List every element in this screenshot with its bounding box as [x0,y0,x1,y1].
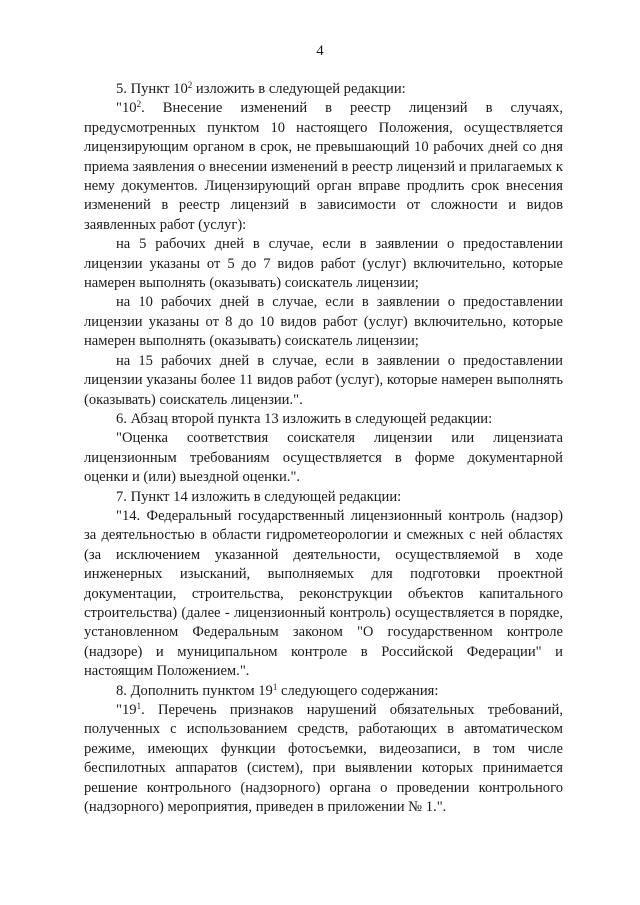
paragraph: на 15 рабочих дней в случае, если в заявлении о предоставлении лицензии указаны более 11 видов работ (услуг), которые намерен выполнять (оказывать) соискатель лицензии.". [84,352,563,408]
document-body [84,80,563,817]
superscript-marker: 1 [272,681,278,692]
paragraph: 6. Абзац второй пункта 13 изложить в следующей редакции: [116,410,493,427]
paragraph: на 10 рабочих дней в случае, если в заявлении о предоставлении лицензии указаны от 8 до 10 видов работ (услуг) включительно, которые намерен выполнять (оказывать) соискатель лицензии; [84,294,563,350]
paragraph: "$10^2$. Внесение изменений в реестр лицензий в случаях, предусмотренных пунктом 10 настоящего Положения, осуществляется лицензирующим органом в срок, не превышающий 10 рабочих дней со дня приема заявления о внесении изменений в реестр лицензий и прилагаемых к нему документов. Лицензирующий орган вправе продлить срок внесения изменений в реестр лицензий в зависимости от сложности и видов заявленных работ (услуг): [84,99,563,233]
paragraph: "14. Федеральный государственный лицензионный контроль (надзор) за деятельностью в области гидрометеорологии и смежных с ней областях (за исключением указанной деятельности, осуществляемой в ходе инженерных изысканий, выполняемых для подготовки проектной документации, строительства, реконструкции объектов капитального строительства) (далее - лицензионный контроль) осуществляется в порядке, установленном Федеральным законом "О государственном контроле (надзоре) и муниципальном контроле в Российской Федерации" и настоящим Положением.". [84,507,563,680]
superscript-marker: 2 [187,80,193,90]
page-number: 4 [316,43,324,59]
paragraph: 8. Дополнить пунктом $19^1$ следующего содержания: [116,681,439,699]
paragraph: "Оценка соответствия соискателя лицензии или лицензиата лицензионным требованиям осуществляется в форме документарной оценки и (или) выездной оценки.". [84,430,563,486]
paragraph: на 5 рабочих дней в случае, если в заявлении о предоставлении лицензии указаны от 5 до 7 видов работ (услуг) включительно, которые намерен выполнять (оказывать) соискатель лицензии; [84,236,563,292]
superscript-marker: 1 [136,701,142,711]
superscript-marker: 2 [136,99,142,110]
paragraph: "$19^1$. Перечень признаков нарушений обязательных требований, полученных с использованием средств, работающих в автоматическом режиме, имеющих функции фотосъемки, видеозаписи, в том числе беспилотных аппаратов (систем), при выявлении которых принимается решение контрольного (надзорного) органа о проведении контрольного (надзорного) мероприятия, приведен в приложении № 1.". [84,701,563,816]
paragraph: 7. Пункт 14 изложить в следующей редакции: [116,488,402,505]
paragraph: 5. Пункт $10^2$ изложить в следующей редакции: [116,80,406,97]
